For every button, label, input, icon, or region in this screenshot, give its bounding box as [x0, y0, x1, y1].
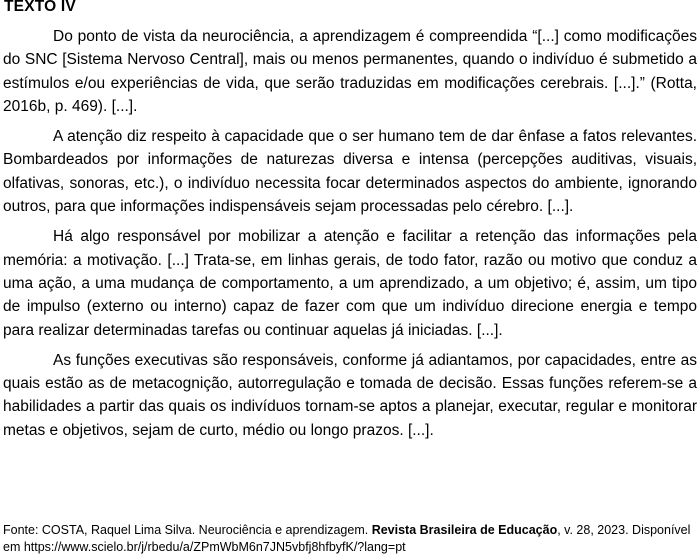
text-body [3, 25, 697, 449]
paragraph-3: Há algo responsável por mobilizar a atenção e facilitar a retenção das informações pela memória: a motivação. [...] Trata-se, em linhas gerais, de todo fator, razão ou motivo que conduz a uma ação, a uma mudança de comportamento, a um aprendizado, a um objetivo; é, assim, um tipo de impulso (externo ou interno) capaz de fazer com que um indivíduo direcione energia e tempo para realizar determinadas tarefas ou continuar aquelas já iniciadas. [...]. [3, 228, 697, 339]
paragraph-1: Do ponto de vista da neurociência, a aprendizagem é compreendida “[...] como modificações do SNC [Sistema Nervoso Central], mais ou menos permanentes, quando o indivíduo é submetido a estímulos e/ou experiências de vida, que serão traduzidas em modificações cerebrais. [...].” (Rotta, 2016b, p. 469). [...]. [3, 28, 697, 115]
paragraph-2: A atenção diz respeito à capacidade que o ser humano tem de dar ênfase a fatos relevantes. Bombardeados por informações de naturezas diversa e intensa (percepções auditivas, visuais, olfativas, sonoras, etc.), o indivíduo necessita focar determinados aspectos do ambiente, ignorando outros, para que informações indispensáveis sejam processadas pelo cérebro. [...]. [3, 128, 697, 216]
source-citation [3, 522, 697, 556]
source-prefix: Fonte: COSTA, Raquel Lima Silva. Neurociência e aprendizagem. [3, 523, 372, 537]
source-journal: Revista Brasileira de Educação [371, 523, 558, 537]
source-suffix: , v. 28, 2023. Disponível em https://www.scielo.br/j/rbedu/a/ZPmWbM6n7JN5vbfj8hfbyfK/?lang=pt [3, 523, 691, 554]
text-heading: TEXTO IV [4, 0, 76, 15]
paragraph-4: As funções executivas são responsáveis, conforme já adiantamos, por capacidades, entre as quais estão as de metacognição, autorregulação e tomada de decisão. Essas funções referem-se a habilidades a partir das quais os indivíduos tornam-se aptos a planejar, executar, regular e monitorar metas e objetivos, sejam de curto, médio ou longo prazos. [...]. [3, 351, 697, 439]
